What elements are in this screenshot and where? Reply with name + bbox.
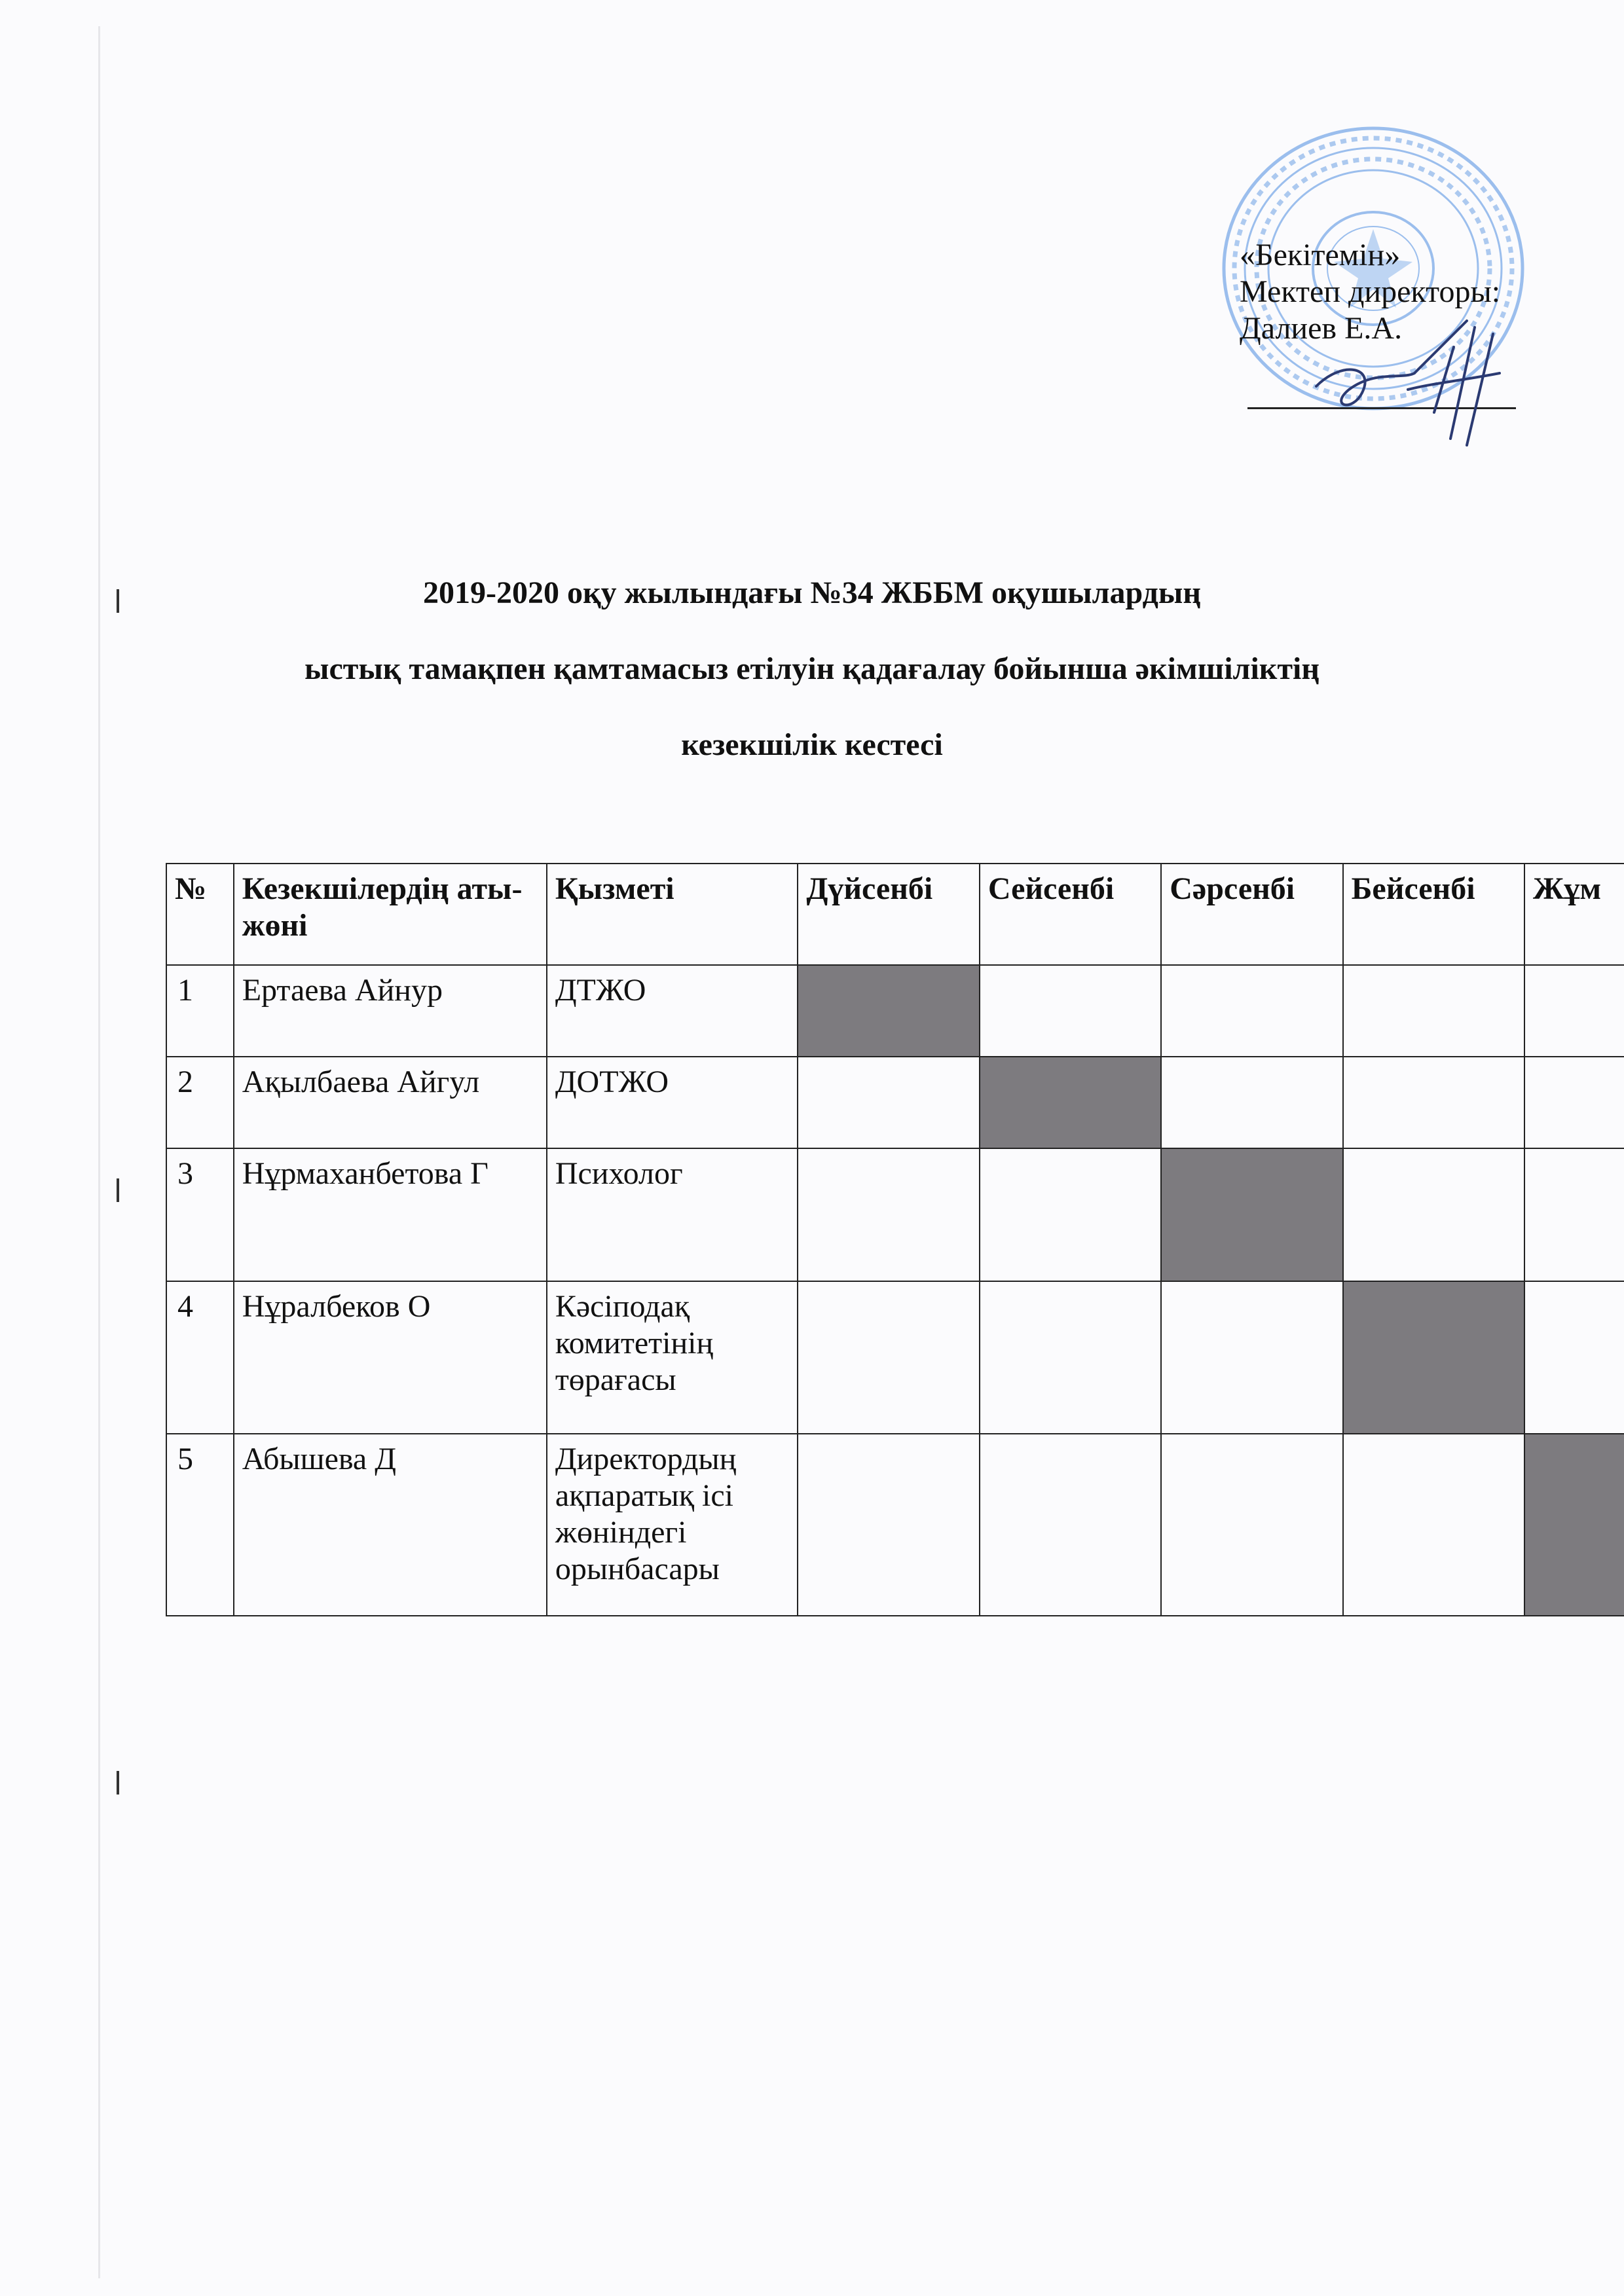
header-position: Қызметі [547, 864, 798, 965]
duty-cell [1524, 1434, 1624, 1616]
table-row [166, 1434, 1624, 1616]
table-row [166, 1148, 1624, 1281]
approval-name: Далиев Е.А. [1240, 311, 1403, 346]
duty-cell [798, 965, 979, 1057]
row-position: Психолог [547, 1148, 798, 1281]
empty-cell [798, 1057, 979, 1148]
title-line-3: кезекшілік кестесі [681, 727, 943, 762]
empty-cell [1161, 1434, 1342, 1616]
empty-cell [980, 965, 1161, 1057]
table-header-row [166, 864, 1624, 965]
duty-cell [1161, 1148, 1342, 1281]
empty-cell [798, 1434, 979, 1616]
header-thursday: Бейсенбі [1343, 864, 1524, 965]
empty-cell [1161, 1281, 1342, 1434]
duty-cell [1343, 1281, 1524, 1434]
approval-title: «Бекітемін» [1240, 238, 1401, 272]
row-name: Нұралбеков О [234, 1281, 547, 1434]
header-number: № [166, 864, 234, 965]
duty-schedule-table [166, 863, 1624, 1616]
empty-cell [1524, 1148, 1624, 1281]
empty-cell [1161, 1057, 1342, 1148]
row-number: 4 [166, 1281, 234, 1434]
row-name: Абышева Д [234, 1434, 547, 1616]
header-monday: Дүйсенбі [798, 864, 979, 965]
empty-cell [1343, 1434, 1524, 1616]
row-number: 1 [166, 965, 234, 1057]
empty-cell [980, 1281, 1161, 1434]
row-position: ДТЖО [547, 965, 798, 1057]
row-number: 5 [166, 1434, 234, 1616]
margin-mark [117, 1178, 119, 1202]
margin-mark [117, 1771, 119, 1795]
table-row [166, 1281, 1624, 1434]
row-number: 3 [166, 1148, 234, 1281]
approval-role: Мектеп директоры: [1240, 274, 1501, 309]
duty-cell [980, 1057, 1161, 1148]
title-line-2: ыстық тамақпен қамтамасыз етілуін қадағалау бойынша әкімшіліктің [304, 651, 1320, 686]
empty-cell [1524, 1281, 1624, 1434]
row-name: Ақылбаева Айгул [234, 1057, 547, 1148]
title-line-1: 2019-2020 оқу жылындағы №34 ЖББМ оқушылардың [422, 575, 1202, 610]
table-row [166, 1057, 1624, 1148]
empty-cell [798, 1148, 979, 1281]
row-position: Кәсіподақ комитетінің төрағасы [547, 1281, 798, 1434]
row-position: Директордың ақпаратық ісі жөніндегі орынбасары [547, 1434, 798, 1616]
empty-cell [1524, 1057, 1624, 1148]
empty-cell [980, 1148, 1161, 1281]
header-tuesday: Сейсенбі [980, 864, 1161, 965]
empty-cell [980, 1434, 1161, 1616]
empty-cell [1343, 965, 1524, 1057]
row-position: ДОТЖО [547, 1057, 798, 1148]
empty-cell [1161, 965, 1342, 1057]
empty-cell [1524, 965, 1624, 1057]
row-name: Нұрмаханбетова Г [234, 1148, 547, 1281]
empty-cell [1343, 1148, 1524, 1281]
row-name: Ертаева Айнур [234, 965, 547, 1057]
handwritten-signature [1303, 308, 1519, 452]
page-edge [98, 26, 100, 2278]
header-wednesday: Сәрсенбі [1161, 864, 1342, 965]
empty-cell [1343, 1057, 1524, 1148]
header-name: Кезекшілердің аты-жөні [234, 864, 547, 965]
empty-cell [798, 1281, 979, 1434]
table-row [166, 965, 1624, 1057]
row-number: 2 [166, 1057, 234, 1148]
header-friday: Жұм [1524, 864, 1624, 965]
